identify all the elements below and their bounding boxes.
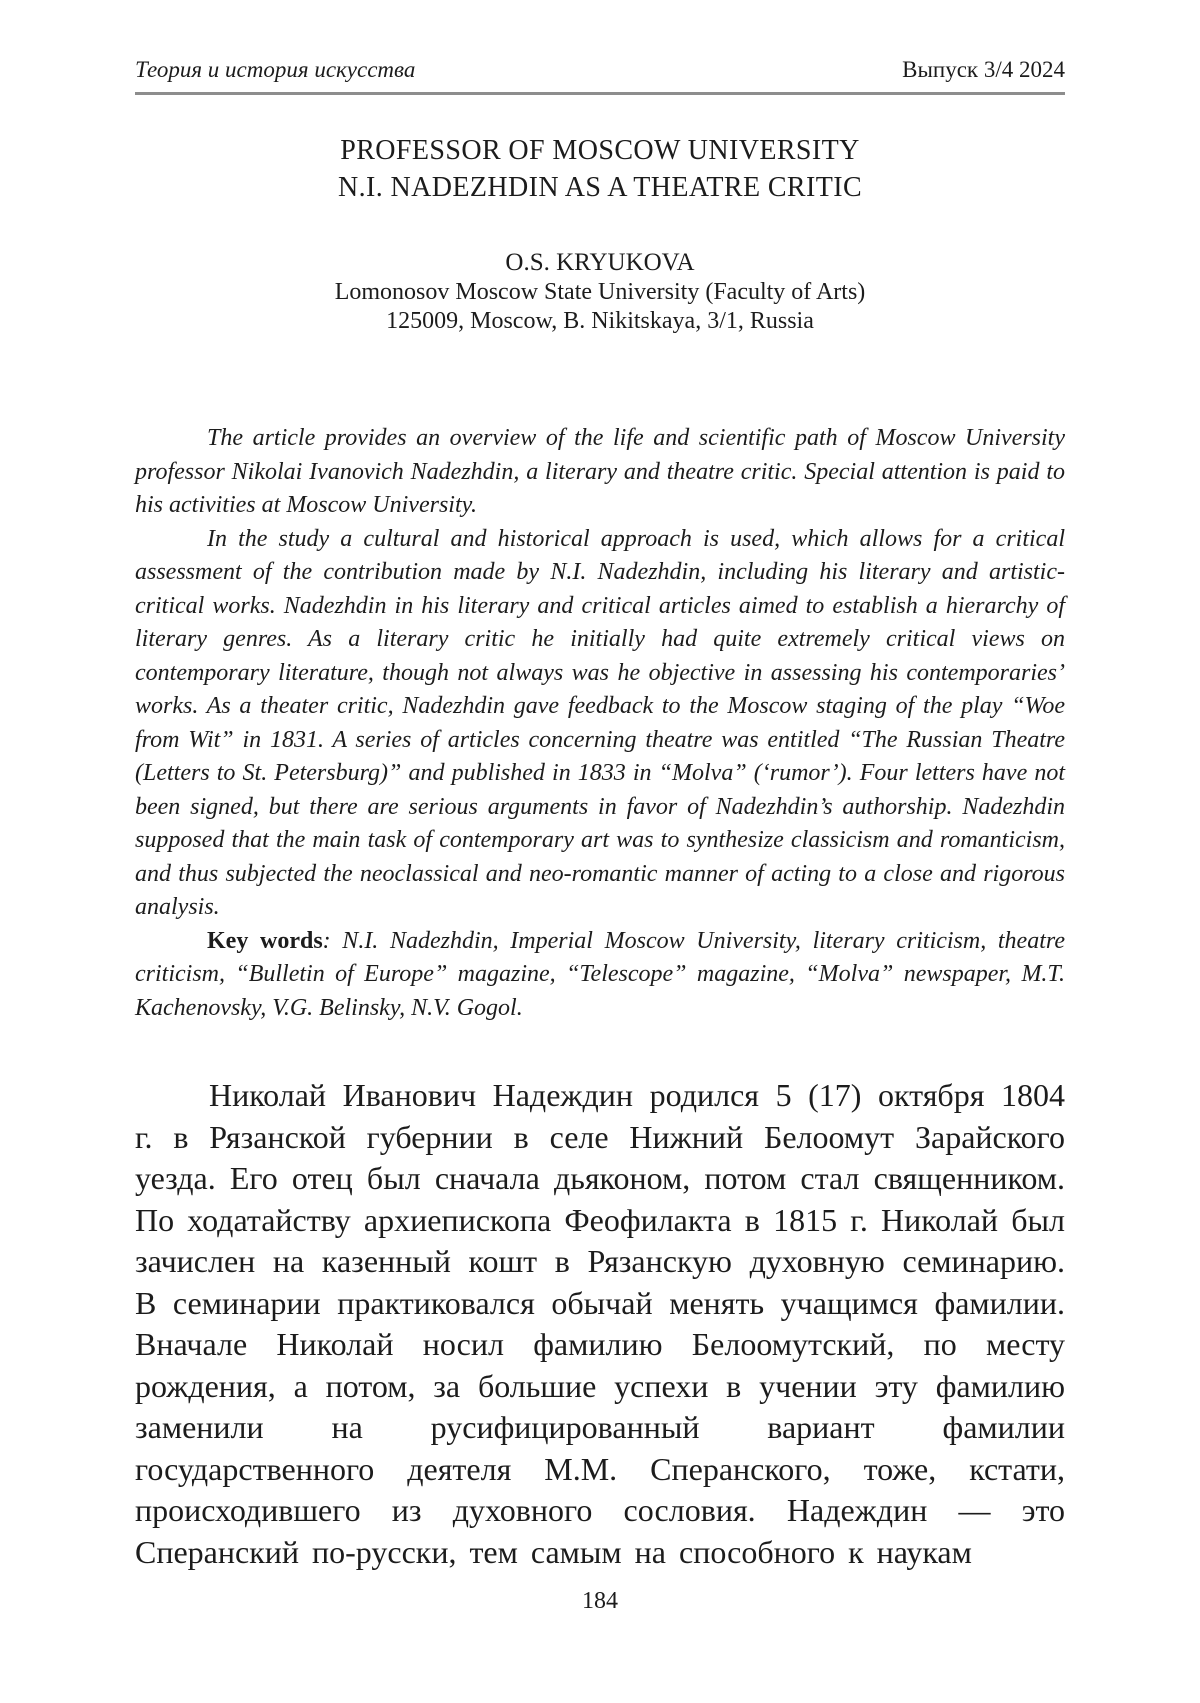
author-block — [135, 248, 1065, 336]
issue-label: Выпуск 3/4 2024 — [902, 57, 1065, 82]
affiliation-address: 125009, Moscow, B. Nikitskaya, 3/1, Russia — [386, 308, 814, 334]
abstract-paragraph-2: In the study a cultural and historical approach is used, which allows for a critical assessment of the contribution made by N.I. Nadezhdin, including his literary and artistic-critical works. Nadezhdin in his literary and critical articles aimed to establish a hierarchy of literary genres. As a literary critic he initially had quite extremely critical views on contemporary literature, though not always was he objective in assessing his contemporaries’ works. As a theater critic, Nadezhdin gave feedback to the Moscow staging of the play “Woe from Wit” in 1831. A series of articles concerning theatre was entitled “The Russian Theatre (Letters to St. Petersburg)” and published in 1833 in “Molva” (‘rumor’). Four letters have not been signed, but there are serious arguments in favor of Nadezhdin’s authorship. Nadezhdin supposed that the main task of contemporary art was to synthesize classicism and romanticism, and thus subjected the neoclassical and neo-romantic manner of acting to a close and rigorous analysis. — [135, 525, 1065, 920]
article-body — [135, 1075, 1065, 1573]
abstract-paragraph-1: The article provides an overview of the life and scientific path of Moscow University professor Nikolai Ivanovich Nadezhdin, a literary and theatre critic. Special attention is paid to his activities at Moscow University. — [135, 425, 1065, 518]
article-title-line1: PROFESSOR OF MOSCOW UNIVERSITY — [340, 135, 860, 166]
affiliation-institution: Lomonosov Moscow State University (Faculty of Arts) — [334, 279, 866, 305]
page-number: 184 — [582, 1588, 618, 1614]
article-title-line2: N.I. NADEZHDIN AS A THEATRE CRITIC — [337, 172, 863, 203]
keywords-label: Key words — [207, 927, 323, 954]
keywords-paragraph — [135, 925, 1065, 1026]
running-header — [135, 57, 1065, 95]
body-paragraph-1: Николай Иванович Надеждин родился 5 (17) октября 1804 г. в Рязанской губернии в селе Нижний Белоомут Зарайского уезда. Его отец был сначала дьяконом, потом стал священником. По ходатайству архиепископа Феофилакта в 1815 г. Николай был зачислен на казенный кошт в Рязанскую духовную семинарию. В семинарии практиковался обычай менять учащимся фамилии. Вначале Николай носил фамилию Белоомутский, по месту рождения, а потом, за большие успехи в учении эту фамилию заменили на русифицированный вариант фамилии государственного деятеля М.М. Сперанского, тоже, кстати, происходившего из духовного сословия. Надеждин — это Сперанский по-русски, тем самым на способного к наукам — [135, 1077, 1065, 1570]
author-name: O.S. KRYUKOVA — [505, 249, 695, 276]
abstract-section — [135, 422, 1065, 1025]
journal-section-title: Теория и история искусства — [135, 57, 416, 82]
article-title — [135, 132, 1065, 206]
keywords-text: : N.I. Nadezhdin, Imperial Moscow University, literary criticism, theatre criticism, “Bulletin of Europe” magazine, “Telescope” magazine, “Molva” newspaper, M.T. Kachenovsky, V.G. Belinsky, N.V. Gogol. — [135, 927, 1065, 1021]
